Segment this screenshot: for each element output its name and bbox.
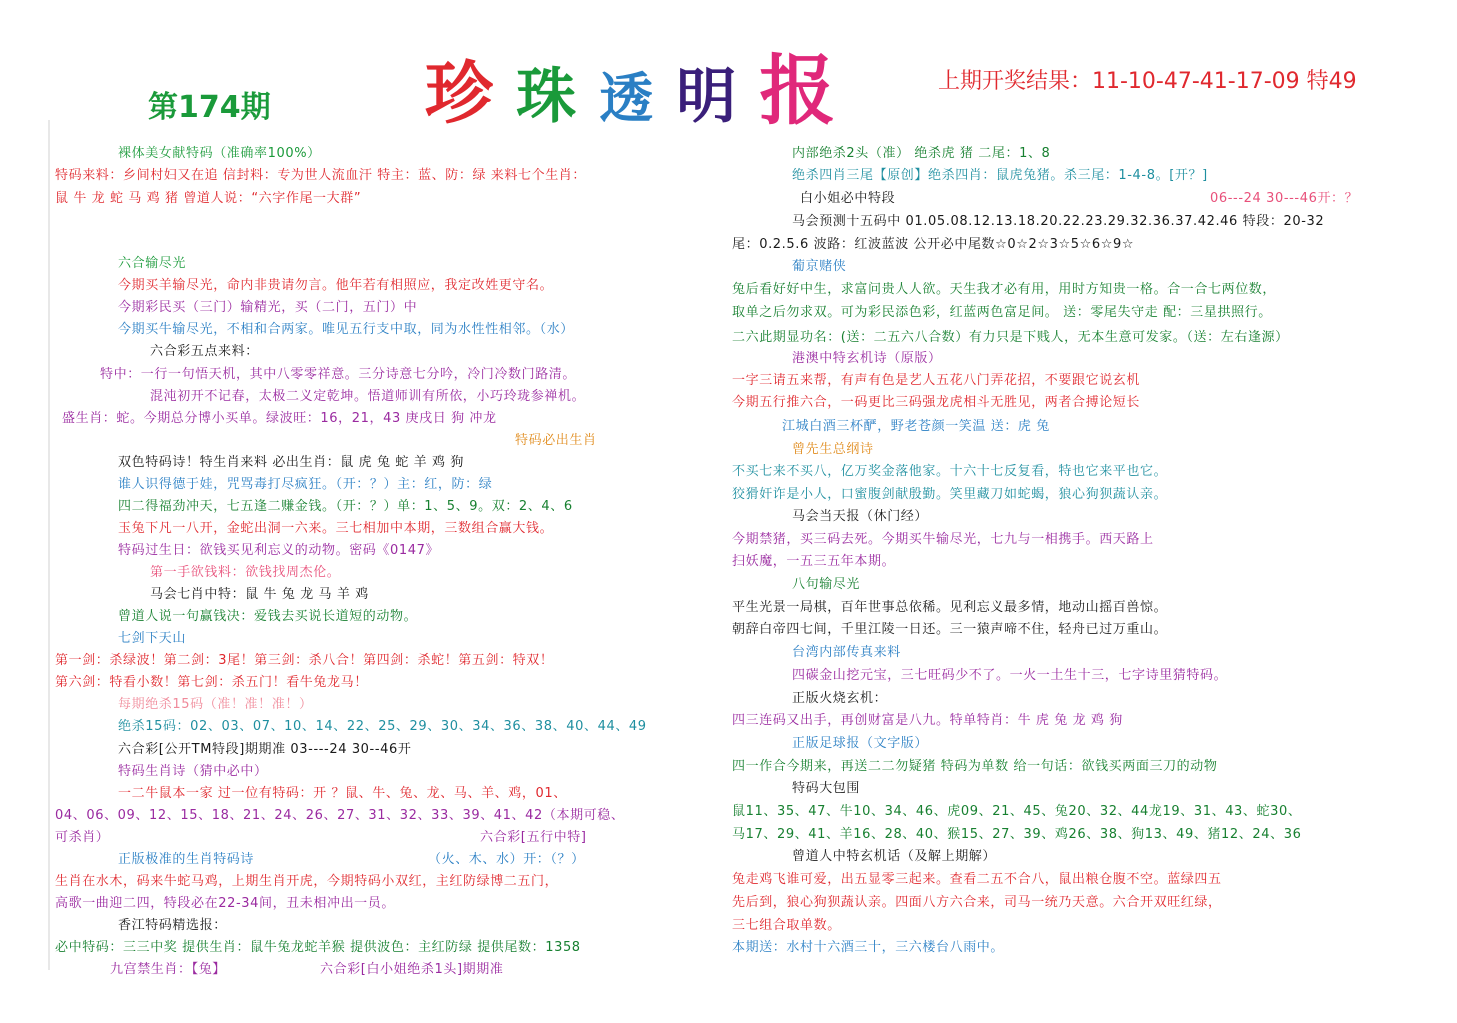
- right-line: 今期五行推六合，一码更比三码强龙虎相斗无胜见，两者合搏论短长: [732, 395, 1141, 410]
- left-line: 四二得福劲冲天，七五逢二赚金钱。（开：？）单：1、5、9。双：2、4、6: [118, 499, 573, 514]
- left-line: 谁人识得德于娃，咒骂毒打尽疯狂。（开：？）主：红，防：绿: [118, 477, 493, 492]
- right-line: 港澳中特玄机诗（原版）: [792, 351, 942, 366]
- right-line: 正版足球报（文字版）: [792, 736, 929, 751]
- left-line: 第六剑：特看小数！第七剑：杀五门！看牛兔龙马！: [55, 675, 368, 690]
- right-line: 四一作合今期来，再送二二勿疑猪 特码为单数 给一句话：欲钱买两面三刀的动物: [732, 759, 1218, 774]
- title-char-5: 报: [759, 46, 836, 135]
- right-line: 马会预测十五码中 01.05.08.12.13.18.20.22.23.29.32.36.37.42.46 特段：20-32: [792, 214, 1325, 229]
- left-line: 九宫禁生肖：【兔】: [110, 962, 226, 977]
- right-line: 扫妖魔，一五三五年本期。: [732, 554, 896, 569]
- right-line: 八句输尽光: [792, 577, 861, 592]
- right-line: 狡猾奸诈是小人，口蜜腹剑献殷勤。笑里藏刀如蛇蝎，狼心狗狈蔬认亲。: [732, 487, 1168, 502]
- title-char-4: 明: [676, 62, 737, 132]
- left-line: 今期彩民买（三门）输精光，买（二门，五门）中: [118, 300, 418, 315]
- left-line: 今期买牛输尽光，不相和合两家。唯见五行支中取，同为水性性相邻。（水）: [118, 322, 574, 337]
- right-line: 特码大包围: [792, 781, 861, 796]
- right-line: 四碳金山挖元宝，三七旺码少不了。一火一土生十三，七字诗里猜特码。: [792, 668, 1228, 683]
- left-line: 特码生肖诗（猜中必中）: [118, 764, 268, 779]
- right-line: 马会当天报（休门经）: [792, 509, 929, 524]
- left-line: 特中：一行一句悟天机，其中八零零祥意。三分诗意七分吟，冷门冷数门路清。: [100, 367, 577, 382]
- right-line: 二六此期显功名：(送：二五六八合数）有力只是下贱人，无本生意可发家。（送：左右逢源）: [732, 330, 1289, 345]
- right-line: 兔走鸡飞谁可爱，出五显零三起来。查看二五不合八，鼠出粮仓腹不空。蓝绿四五: [732, 872, 1222, 887]
- left-line: 香江特码精选报：: [118, 918, 227, 933]
- right-line: 不买七来不买八，亿万奖金落他家。十六十七反复看，特也它来平也它。: [732, 464, 1168, 479]
- right-line: 曾先生总纲诗: [792, 442, 874, 457]
- right-line: 06---24 30---46开：？: [1210, 191, 1359, 206]
- left-line: 双色特码诗！特生肖来料 必出生肖：鼠 虎 兔 蛇 羊 鸡 狗: [118, 455, 464, 470]
- right-line: 内部绝杀2头（准） 绝杀虎 猪 二尾：1、8: [792, 146, 1051, 161]
- left-margin-line: [48, 120, 50, 970]
- right-line: 取单之后勿求双。可为彩民添色彩，红蓝两色富足间。 送：零尾失守走 配：三星拱照行。: [732, 305, 1272, 320]
- left-line: 04、06、09、12、15、18、21、24、26、27、31、32、33、39、41、42（本期可稳、: [55, 808, 625, 823]
- right-line: 尾：0.2.5.6 波路：红波蓝波 公开必中尾数☆0☆2☆3☆5☆6☆9☆: [732, 237, 1135, 252]
- right-line: 曾道人中特玄机话（及解上期解）: [792, 849, 997, 864]
- issue-number: 第174期: [148, 90, 271, 125]
- left-line: 特码必出生肖: [515, 433, 597, 448]
- left-line: 今期买羊输尽光，命内非贵请勿言。他年若有相照应，我定改姓更守名。: [118, 278, 554, 293]
- left-line: 可杀肖）: [55, 830, 110, 845]
- left-line: 特码过生日：欲钱买见利忘义的动物。密码《0147》: [118, 543, 440, 558]
- right-line: 朝辞白帝四七间，千里江陵一日还。三一猿声啼不住，轻舟已过万重山。: [732, 622, 1168, 637]
- right-line: 白小姐必中特段: [800, 191, 896, 206]
- right-line: 绝杀四肖三尾【原创】绝杀四肖：鼠虎兔猪。杀三尾：1-4-8。[开？]: [792, 168, 1208, 183]
- right-line: 本期送：水村十六酒三十，三六楼台八雨中。: [732, 940, 1005, 955]
- right-line: 一字三请五来帮，有声有色是艺人五花八门弄花招，不要跟它说玄机: [732, 373, 1141, 388]
- left-line: 六合彩[公开TM特段]期期准 03----24 30--46开: [118, 742, 412, 757]
- left-line: 六合输尽光: [118, 256, 187, 271]
- right-line: 兔后看好好中生，求富问贵人人欲。天生我才必有用，用时方知贵一格。合一合七两位数，: [732, 282, 1277, 297]
- right-line: 正版火烧玄机：: [792, 691, 888, 706]
- left-line: 曾道人说一句赢钱决：爱钱去买说长道短的动物。: [118, 609, 418, 624]
- left-line: 正版极准的生肖特码诗: [118, 852, 255, 867]
- left-line: 混沌初开不记春，太极二义定乾坤。悟道师训有所依，小巧玲珑参禅机。: [150, 389, 586, 404]
- right-line: 四三连码又出手，再创财富是八九。特单特肖：牛 虎 兔 龙 鸡 狗: [732, 713, 1123, 728]
- left-line: 特码来料：乡间村妇又在追 信封料：专为世人流血汗 特主：蓝、防：绿 来料七个生肖：: [55, 168, 586, 183]
- left-line: 一二牛鼠本一家 过一位有特码：开 ？鼠、牛、兔、龙、马、羊、鸡，01、: [118, 786, 567, 801]
- last-draw-result: 上期开奖结果：11-10-47-41-17-09 特49: [938, 69, 1357, 94]
- left-line: 第一手欲钱料：欲钱找周杰伦。: [150, 565, 341, 580]
- left-line: 裸体美女献特码（准确率100%）: [118, 146, 321, 161]
- right-line: 台湾内部传真来料: [792, 645, 901, 660]
- right-line: 马17、29、41、羊16、28、40、猴15、27、39、鸡26、38、狗13、49、猪12、24、36: [732, 827, 1302, 842]
- left-line: 必中特码：三三中奖 提供生肖：鼠牛兔龙蛇羊猴 提供波色：主红防绿 提供尾数：1358: [55, 940, 581, 955]
- left-line: 玉兔下凡一八开，金蛇出洞一六来。三七相加中本期，三数组合赢大钱。: [118, 521, 554, 536]
- right-line: 先后到，狼心狗狈蔬认亲。四面八方六合来，司马一统乃天意。六合开双旺红绿，: [732, 895, 1222, 910]
- right-line: 江城白酒三杯酽，野老苍颜一笑温 送：虎 兔: [782, 419, 1050, 434]
- right-line: 今期禁猪，买三码去死。今期买牛输尽光，七九与一相携手。西天路上: [732, 532, 1154, 547]
- left-line: 马会七肖中特：鼠 牛 兔 龙 马 羊 鸡: [150, 587, 369, 602]
- left-line: 高歌一曲迎二四，特段必在22-34间，丑未相冲出一员。: [55, 896, 395, 911]
- right-line: 鼠11、35、47、牛10、34、46、虎09、21、45、兔20、32、44龙19、31、43、蛇30、: [732, 804, 1302, 819]
- left-line: 每期绝杀15码（准！准！准！）: [118, 697, 313, 712]
- right-line: 葡京赌侠: [792, 259, 847, 274]
- left-line: 绝杀15码：02、03、07、10、14、22、25、29、30、34、36、38、40、44、49: [118, 719, 647, 734]
- title-char-2: 珠: [516, 62, 577, 132]
- left-line: 生肖在水木，码来牛蛇马鸡，上期生肖开虎，今期特码小双红，主红防绿博二五门，: [55, 874, 559, 889]
- left-line: 六合彩[白小姐绝杀1头]期期准: [320, 962, 504, 977]
- left-line: 鼠 牛 龙 蛇 马 鸡 猪 曾道人说：“六字作尾一大群”: [55, 191, 362, 206]
- right-line: 三七组合取单数。: [732, 918, 841, 933]
- left-line: 六合彩五点来料：: [150, 344, 259, 359]
- left-line: 第一剑：杀绿波！第二剑：3尾！第三剑：杀八合！第四剑：杀蛇！第五剑：特双！: [55, 653, 554, 668]
- left-line: （火、木、水）开：（？）: [428, 852, 585, 867]
- page-title: [425, 30, 835, 139]
- left-line: 盛生肖：蛇。今期总分博小买单。绿波旺：16，21，43 庚戌日 狗 冲龙: [62, 411, 497, 426]
- left-line: 七剑下天山: [118, 631, 187, 646]
- right-line: 平生光景一局棋，百年世事总依稀。见利忘义最多情，地动山摇百兽惊。: [732, 600, 1168, 615]
- left-line: 六合彩[五行中特]: [480, 830, 587, 845]
- title-char-1: 珍: [425, 54, 494, 134]
- title-char-3: 透: [599, 66, 654, 130]
